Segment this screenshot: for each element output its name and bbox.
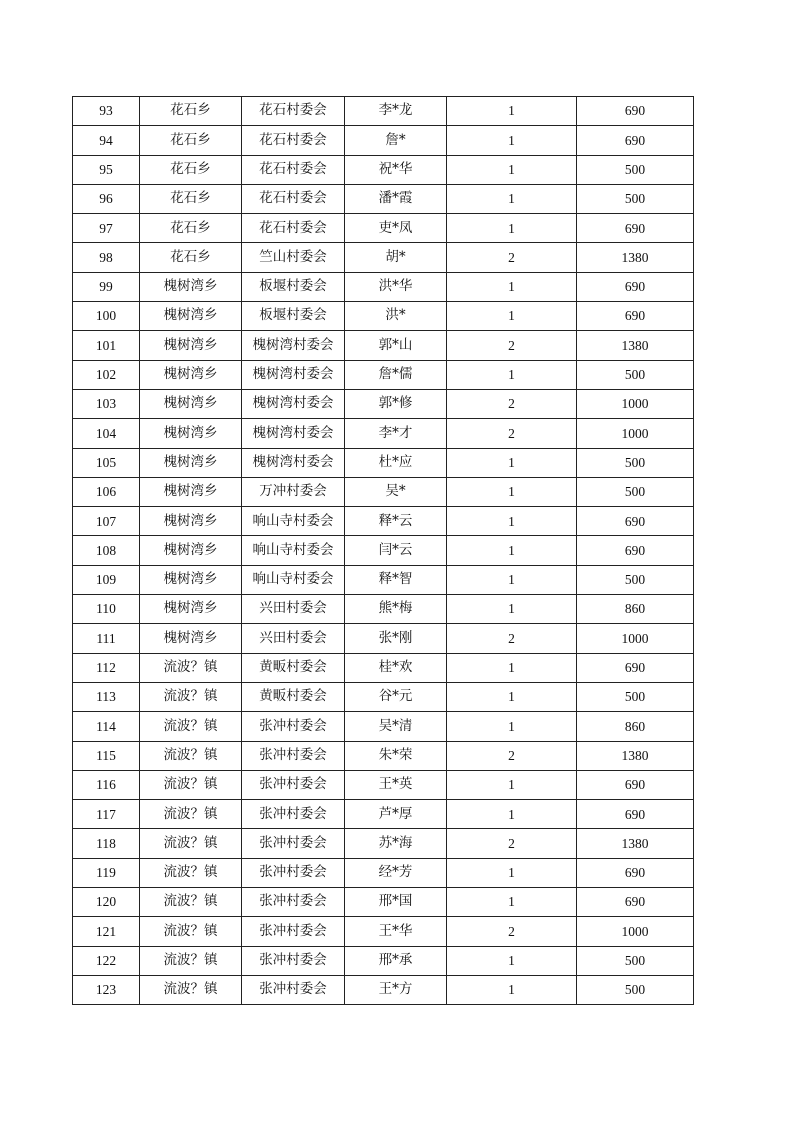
- township-cell: 流波？镇: [140, 829, 242, 858]
- amount-cell: 1380: [577, 741, 694, 770]
- village-committee-cell: 花石村委会: [242, 214, 345, 243]
- household-count-cell: 1: [447, 302, 577, 331]
- household-count-cell: 2: [447, 243, 577, 272]
- table-row: [73, 419, 694, 448]
- table-row: [73, 331, 694, 360]
- table-body: [73, 97, 694, 1005]
- table-row: [73, 595, 694, 624]
- household-count-cell: 1: [447, 126, 577, 155]
- household-count-cell: 1: [447, 770, 577, 799]
- village-committee-cell: 花石村委会: [242, 126, 345, 155]
- table-row: [73, 741, 694, 770]
- village-committee-cell: 张冲村委会: [242, 975, 345, 1004]
- township-cell: 流波？镇: [140, 975, 242, 1004]
- amount-cell: 500: [577, 682, 694, 711]
- row-number-cell: 114: [73, 712, 140, 741]
- amount-cell: 1000: [577, 917, 694, 946]
- amount-cell: 690: [577, 653, 694, 682]
- amount-cell: 690: [577, 302, 694, 331]
- amount-cell: 500: [577, 155, 694, 184]
- table-row: [73, 507, 694, 536]
- row-number-cell: 119: [73, 858, 140, 887]
- name-cell: 王*华: [345, 917, 447, 946]
- township-cell: 槐树湾乡: [140, 477, 242, 506]
- household-count-cell: 1: [447, 946, 577, 975]
- household-count-cell: 1: [447, 360, 577, 389]
- name-cell: 洪*: [345, 302, 447, 331]
- row-number-cell: 108: [73, 536, 140, 565]
- table-row: [73, 565, 694, 594]
- township-cell: 流波？镇: [140, 741, 242, 770]
- table-row: [73, 770, 694, 799]
- row-number-cell: 122: [73, 946, 140, 975]
- row-number-cell: 93: [73, 97, 140, 126]
- township-cell: 槐树湾乡: [140, 448, 242, 477]
- township-cell: 流波？镇: [140, 888, 242, 917]
- amount-cell: 690: [577, 770, 694, 799]
- name-cell: 桂*欢: [345, 653, 447, 682]
- table-row: [73, 214, 694, 243]
- table-row: [73, 712, 694, 741]
- table-row: [73, 888, 694, 917]
- amount-cell: 690: [577, 858, 694, 887]
- row-number-cell: 100: [73, 302, 140, 331]
- table-row: [73, 536, 694, 565]
- name-cell: 郭*山: [345, 331, 447, 360]
- name-cell: 释*云: [345, 507, 447, 536]
- row-number-cell: 95: [73, 155, 140, 184]
- household-count-cell: 1: [447, 595, 577, 624]
- row-number-cell: 115: [73, 741, 140, 770]
- township-cell: 槐树湾乡: [140, 331, 242, 360]
- township-cell: 花石乡: [140, 214, 242, 243]
- amount-cell: 1000: [577, 389, 694, 418]
- name-cell: 李*才: [345, 419, 447, 448]
- household-count-cell: 1: [447, 184, 577, 213]
- village-committee-cell: 张冲村委会: [242, 917, 345, 946]
- amount-cell: 500: [577, 946, 694, 975]
- row-number-cell: 123: [73, 975, 140, 1004]
- township-cell: 流波？镇: [140, 858, 242, 887]
- township-cell: 槐树湾乡: [140, 360, 242, 389]
- table-row: [73, 653, 694, 682]
- name-cell: 王*方: [345, 975, 447, 1004]
- row-number-cell: 116: [73, 770, 140, 799]
- table-row: [73, 800, 694, 829]
- household-count-cell: 1: [447, 214, 577, 243]
- township-cell: 花石乡: [140, 243, 242, 272]
- township-cell: 流波？镇: [140, 917, 242, 946]
- amount-cell: 690: [577, 126, 694, 155]
- row-number-cell: 117: [73, 800, 140, 829]
- village-committee-cell: 响山寺村委会: [242, 536, 345, 565]
- row-number-cell: 121: [73, 917, 140, 946]
- table-row: [73, 682, 694, 711]
- township-cell: 槐树湾乡: [140, 624, 242, 653]
- village-committee-cell: 花石村委会: [242, 97, 345, 126]
- township-cell: 花石乡: [140, 97, 242, 126]
- township-cell: 槐树湾乡: [140, 507, 242, 536]
- row-number-cell: 94: [73, 126, 140, 155]
- township-cell: 流波？镇: [140, 653, 242, 682]
- village-committee-cell: 板堰村委会: [242, 272, 345, 301]
- name-cell: 朱*荣: [345, 741, 447, 770]
- village-committee-cell: 响山寺村委会: [242, 565, 345, 594]
- table-row: [73, 272, 694, 301]
- village-committee-cell: 兴田村委会: [242, 595, 345, 624]
- amount-cell: 1000: [577, 419, 694, 448]
- name-cell: 杜*应: [345, 448, 447, 477]
- village-committee-cell: 槐树湾村委会: [242, 360, 345, 389]
- amount-cell: 690: [577, 97, 694, 126]
- village-committee-cell: 板堰村委会: [242, 302, 345, 331]
- row-number-cell: 97: [73, 214, 140, 243]
- household-count-cell: 1: [447, 975, 577, 1004]
- table-row: [73, 829, 694, 858]
- household-count-cell: 2: [447, 829, 577, 858]
- amount-cell: 690: [577, 800, 694, 829]
- amount-cell: 690: [577, 888, 694, 917]
- township-cell: 花石乡: [140, 184, 242, 213]
- amount-cell: 690: [577, 272, 694, 301]
- amount-cell: 860: [577, 712, 694, 741]
- name-cell: 闫*云: [345, 536, 447, 565]
- household-count-cell: 1: [447, 565, 577, 594]
- village-committee-cell: 张冲村委会: [242, 858, 345, 887]
- name-cell: 潘*霞: [345, 184, 447, 213]
- amount-cell: 690: [577, 214, 694, 243]
- township-cell: 槐树湾乡: [140, 272, 242, 301]
- name-cell: 胡*: [345, 243, 447, 272]
- name-cell: 洪*华: [345, 272, 447, 301]
- name-cell: 詹*: [345, 126, 447, 155]
- row-number-cell: 110: [73, 595, 140, 624]
- household-count-cell: 1: [447, 712, 577, 741]
- village-committee-cell: 张冲村委会: [242, 770, 345, 799]
- household-count-cell: 1: [447, 507, 577, 536]
- name-cell: 詹*儒: [345, 360, 447, 389]
- row-number-cell: 106: [73, 477, 140, 506]
- township-cell: 槐树湾乡: [140, 595, 242, 624]
- village-committee-cell: 槐树湾村委会: [242, 389, 345, 418]
- row-number-cell: 112: [73, 653, 140, 682]
- township-cell: 流波？镇: [140, 800, 242, 829]
- township-cell: 流波？镇: [140, 770, 242, 799]
- township-cell: 槐树湾乡: [140, 536, 242, 565]
- table-row: [73, 946, 694, 975]
- amount-cell: 860: [577, 595, 694, 624]
- row-number-cell: 101: [73, 331, 140, 360]
- name-cell: 王*英: [345, 770, 447, 799]
- village-committee-cell: 张冲村委会: [242, 800, 345, 829]
- township-cell: 流波？镇: [140, 682, 242, 711]
- village-committee-cell: 张冲村委会: [242, 712, 345, 741]
- household-count-cell: 1: [447, 97, 577, 126]
- table-row: [73, 858, 694, 887]
- household-count-cell: 1: [447, 536, 577, 565]
- household-count-cell: 1: [447, 155, 577, 184]
- table-row: [73, 155, 694, 184]
- household-count-cell: 1: [447, 800, 577, 829]
- name-cell: 张*刚: [345, 624, 447, 653]
- household-count-cell: 2: [447, 419, 577, 448]
- table-row: [73, 917, 694, 946]
- village-committee-cell: 黄畈村委会: [242, 682, 345, 711]
- table-row: [73, 448, 694, 477]
- township-cell: 槐树湾乡: [140, 302, 242, 331]
- village-committee-cell: 兴田村委会: [242, 624, 345, 653]
- name-cell: 经*芳: [345, 858, 447, 887]
- household-count-cell: 1: [447, 858, 577, 887]
- row-number-cell: 102: [73, 360, 140, 389]
- name-cell: 熊*梅: [345, 595, 447, 624]
- name-cell: 邢*国: [345, 888, 447, 917]
- name-cell: 苏*海: [345, 829, 447, 858]
- village-committee-cell: 槐树湾村委会: [242, 448, 345, 477]
- township-cell: 槐树湾乡: [140, 565, 242, 594]
- amount-cell: 690: [577, 507, 694, 536]
- name-cell: 邢*承: [345, 946, 447, 975]
- township-cell: 槐树湾乡: [140, 419, 242, 448]
- household-count-cell: 1: [447, 682, 577, 711]
- name-cell: 吴*: [345, 477, 447, 506]
- household-count-cell: 2: [447, 917, 577, 946]
- village-committee-cell: 张冲村委会: [242, 741, 345, 770]
- row-number-cell: 105: [73, 448, 140, 477]
- township-cell: 流波？镇: [140, 946, 242, 975]
- amount-cell: 1380: [577, 243, 694, 272]
- household-count-cell: 2: [447, 331, 577, 360]
- village-committee-cell: 槐树湾村委会: [242, 419, 345, 448]
- household-count-cell: 1: [447, 477, 577, 506]
- table-row: [73, 126, 694, 155]
- village-committee-cell: 竺山村委会: [242, 243, 345, 272]
- household-count-cell: 1: [447, 888, 577, 917]
- township-cell: 流波？镇: [140, 712, 242, 741]
- village-committee-cell: 黄畈村委会: [242, 653, 345, 682]
- table-row: [73, 302, 694, 331]
- amount-cell: 500: [577, 477, 694, 506]
- beneficiary-table: [72, 96, 694, 1005]
- table-row: [73, 389, 694, 418]
- amount-cell: 500: [577, 448, 694, 477]
- row-number-cell: 98: [73, 243, 140, 272]
- row-number-cell: 99: [73, 272, 140, 301]
- household-count-cell: 2: [447, 741, 577, 770]
- table-row: [73, 624, 694, 653]
- name-cell: 释*智: [345, 565, 447, 594]
- row-number-cell: 111: [73, 624, 140, 653]
- row-number-cell: 109: [73, 565, 140, 594]
- village-committee-cell: 花石村委会: [242, 184, 345, 213]
- amount-cell: 500: [577, 360, 694, 389]
- village-committee-cell: 花石村委会: [242, 155, 345, 184]
- name-cell: 谷*元: [345, 682, 447, 711]
- household-count-cell: 1: [447, 272, 577, 301]
- village-committee-cell: 张冲村委会: [242, 829, 345, 858]
- village-committee-cell: 槐树湾村委会: [242, 331, 345, 360]
- amount-cell: 1000: [577, 624, 694, 653]
- row-number-cell: 96: [73, 184, 140, 213]
- amount-cell: 500: [577, 565, 694, 594]
- row-number-cell: 104: [73, 419, 140, 448]
- township-cell: 花石乡: [140, 126, 242, 155]
- household-count-cell: 2: [447, 389, 577, 418]
- household-count-cell: 1: [447, 653, 577, 682]
- table-row: [73, 975, 694, 1004]
- name-cell: 芦*厚: [345, 800, 447, 829]
- name-cell: 李*龙: [345, 97, 447, 126]
- amount-cell: 500: [577, 975, 694, 1004]
- row-number-cell: 103: [73, 389, 140, 418]
- household-count-cell: 1: [447, 448, 577, 477]
- village-committee-cell: 张冲村委会: [242, 888, 345, 917]
- table-row: [73, 360, 694, 389]
- row-number-cell: 118: [73, 829, 140, 858]
- name-cell: 吴*清: [345, 712, 447, 741]
- name-cell: 吏*凤: [345, 214, 447, 243]
- village-committee-cell: 万冲村委会: [242, 477, 345, 506]
- table-row: [73, 243, 694, 272]
- amount-cell: 1380: [577, 829, 694, 858]
- amount-cell: 500: [577, 184, 694, 213]
- amount-cell: 690: [577, 536, 694, 565]
- household-count-cell: 2: [447, 624, 577, 653]
- row-number-cell: 113: [73, 682, 140, 711]
- name-cell: 郭*修: [345, 389, 447, 418]
- village-committee-cell: 张冲村委会: [242, 946, 345, 975]
- amount-cell: 1380: [577, 331, 694, 360]
- row-number-cell: 120: [73, 888, 140, 917]
- table-row: [73, 97, 694, 126]
- name-cell: 祝*华: [345, 155, 447, 184]
- table-row: [73, 477, 694, 506]
- township-cell: 槐树湾乡: [140, 389, 242, 418]
- township-cell: 花石乡: [140, 155, 242, 184]
- table-row: [73, 184, 694, 213]
- village-committee-cell: 响山寺村委会: [242, 507, 345, 536]
- row-number-cell: 107: [73, 507, 140, 536]
